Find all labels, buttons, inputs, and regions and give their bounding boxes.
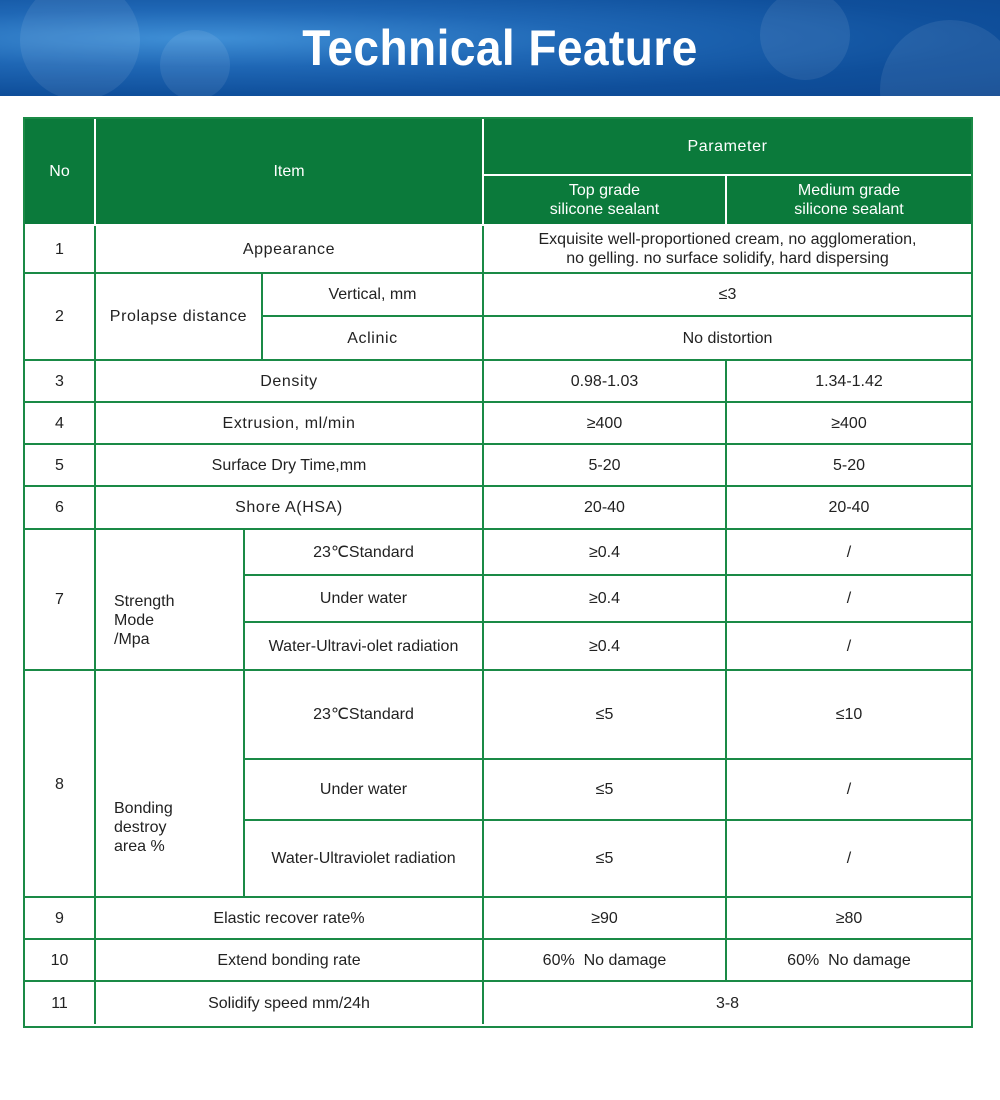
row-subitem: Aclinic: [263, 317, 484, 361]
row-subitem: Vertical, mm: [263, 274, 484, 317]
row-top-value: 5-20: [484, 445, 727, 487]
row-subitem: Water-Ultraviolet radiation: [245, 821, 484, 898]
row-item: Bonding destroy area %: [96, 671, 245, 898]
row-top-value: ≥0.4: [484, 576, 727, 623]
row-top-value: ≥90: [484, 898, 727, 940]
header-top-grade: Top grade silicone sealant: [484, 176, 727, 226]
row-medium-value: 1.34-1.42: [727, 361, 971, 403]
row-value: No distortion: [484, 317, 971, 361]
row-medium-value: /: [727, 623, 971, 671]
row-item: Extend bonding rate: [96, 940, 484, 982]
banner: [0, 0, 1000, 96]
row-subitem: Under water: [245, 760, 484, 821]
row-item: Surface Dry Time,mm: [96, 445, 484, 487]
row-item: Solidify speed mm/24h: [96, 982, 484, 1024]
row-item: Density: [96, 361, 484, 403]
row-item: Appearance: [96, 226, 484, 274]
row-no: 5: [25, 445, 96, 487]
row-item: Prolapse distance: [96, 274, 263, 361]
header-parameter: Parameter: [484, 119, 971, 176]
row-top-value: ≥400: [484, 403, 727, 445]
row-subitem: 23℃Standard: [245, 671, 484, 760]
row-value: Exquisite well-proportioned cream, no agglomeration, no gelling. no surface solidify, hard dispersing: [484, 226, 971, 274]
row-top-value: 60% No damage: [484, 940, 727, 982]
row-top-value: 0.98-1.03: [484, 361, 727, 403]
row-medium-value: /: [727, 821, 971, 898]
row-medium-value: 60% No damage: [727, 940, 971, 982]
row-top-value: ≥0.4: [484, 530, 727, 576]
row-no: 1: [25, 226, 96, 274]
row-no: 3: [25, 361, 96, 403]
row-top-value: ≥0.4: [484, 623, 727, 671]
row-no: 8: [25, 671, 96, 898]
row-subitem: Under water: [245, 576, 484, 623]
row-medium-value: /: [727, 576, 971, 623]
row-medium-value: ≥80: [727, 898, 971, 940]
row-medium-value: /: [727, 530, 971, 576]
row-item: Elastic recover rate%: [96, 898, 484, 940]
row-value: 3-8: [715, 994, 740, 1012]
row-medium-value: 5-20: [727, 445, 971, 487]
header-no: No: [25, 119, 96, 226]
row-item: Strength Mode /Mpa: [96, 530, 245, 671]
row-subitem: 23℃Standard: [245, 530, 484, 576]
row-top-value: ≤5: [484, 760, 727, 821]
page-title: Technical Feature: [302, 20, 698, 76]
row-no: 7: [25, 530, 96, 671]
row-no: 4: [25, 403, 96, 445]
row-medium-value: /: [727, 760, 971, 821]
row-no: 11: [25, 982, 96, 1024]
row-top-value: ≤5: [484, 671, 727, 760]
row-medium-value: ≤10: [727, 671, 971, 760]
row-subitem: Water-Ultravi-olet radiation: [245, 623, 484, 671]
technical-feature-table: [23, 117, 973, 1028]
row-no: 10: [25, 940, 96, 982]
row-value: ≤3: [484, 274, 971, 317]
row-medium-value: 20-40: [727, 487, 971, 530]
row-no: 6: [25, 487, 96, 530]
row-top-value: 20-40: [484, 487, 727, 530]
row-item: Shore A(HSA): [96, 487, 484, 530]
row-item: Extrusion, ml/min: [96, 403, 484, 445]
row-top-value: ≤5: [484, 821, 727, 898]
row-no: 2: [25, 274, 96, 361]
header-item: Item: [96, 119, 484, 226]
header-medium-grade: Medium grade silicone sealant: [727, 176, 971, 226]
row-no: 9: [25, 898, 96, 940]
row-medium-value: ≥400: [727, 403, 971, 445]
